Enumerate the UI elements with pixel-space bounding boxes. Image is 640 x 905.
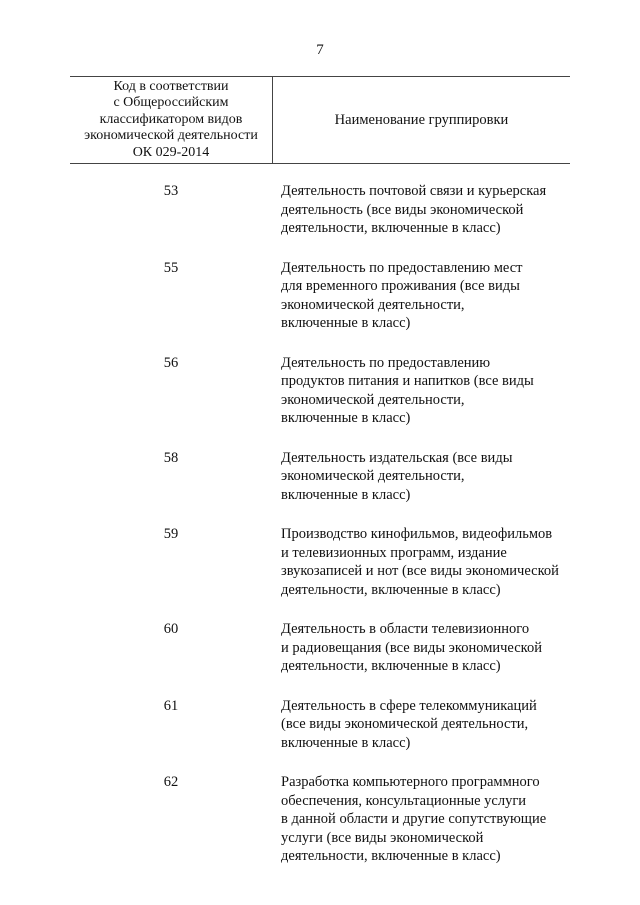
row-gap (0, 504, 640, 525)
activity-code: 53 (163, 183, 179, 199)
activity-name-line: деятельности, включенные в класс) (281, 658, 501, 674)
row-gap (0, 333, 640, 354)
activity-name-line: включенные в класс) (281, 734, 411, 751)
activity-name-line: деятельности, включенные в класс) (281, 581, 501, 598)
activity-name (281, 697, 581, 753)
table-row (0, 697, 640, 753)
activity-name (281, 773, 581, 866)
activity-name-line: в данной области и другие сопутствующие (281, 811, 547, 827)
header-code-line: ОК 029-2014 (132, 144, 210, 160)
table-row (0, 620, 640, 676)
row-gap (0, 238, 640, 259)
header-code-column (70, 77, 273, 163)
activity-name (281, 620, 581, 676)
activity-name-line: включенные в класс) (281, 486, 411, 503)
row-gap (0, 676, 640, 697)
activity-name-line: обеспечения, консультационные услуги (281, 792, 527, 809)
activity-name-line: деятельности, включенные в класс) (281, 848, 501, 864)
activity-name-line: экономической деятельности, (281, 391, 465, 408)
page-number: 7 (316, 42, 324, 58)
table-row (0, 773, 640, 866)
header-code-line: классификатором видов (99, 111, 243, 127)
activity-name-line: Деятельность по предоставлению (281, 354, 491, 371)
table-row (0, 259, 640, 333)
activity-name-line: услуги (все виды экономической (281, 829, 484, 846)
activity-code: 59 (163, 526, 179, 542)
activity-code: 58 (163, 449, 179, 466)
table-row (0, 449, 640, 505)
activity-name-line: Разработка компьютерного программного (281, 774, 540, 790)
activity-name-line: Деятельность в сфере телекоммуникаций (281, 697, 537, 714)
activity-name (281, 449, 581, 505)
row-gap (0, 752, 640, 773)
activity-name-line: Деятельность в области телевизионного (281, 621, 530, 637)
activity-name-line: для временного проживания (все виды (281, 278, 520, 294)
activity-name-line: (все виды экономической деятельности, (281, 716, 529, 732)
activity-name-line: Деятельность издательская (все виды (281, 449, 513, 466)
activity-code: 61 (163, 697, 179, 714)
activity-code: 56 (163, 354, 179, 371)
activity-name-line: экономической деятельности, (281, 468, 465, 484)
activity-name-line: звукозаписей и нот (все виды экономической (281, 563, 559, 579)
activity-name-line: и радиовещания (все виды экономической (281, 639, 542, 656)
activity-name-line: продуктов питания и напитков (все виды (281, 373, 534, 389)
header-code-line: экономической деятельности (84, 128, 258, 144)
row-gap (0, 428, 640, 449)
activity-name-line: Производство кинофильмов, видеофильмов (281, 526, 553, 542)
activity-name-line: деятельности, включенные в класс) (281, 220, 501, 236)
table-row (0, 182, 640, 238)
table-row (0, 525, 640, 599)
table-header (70, 76, 570, 164)
activity-name-line: включенные в класс) (281, 410, 411, 426)
activity-name (281, 525, 581, 599)
table-body (0, 182, 640, 866)
activity-name (281, 354, 581, 428)
activity-name-line: Деятельность почтовой связи и курьерская (281, 183, 547, 199)
header-name-label: Наименование группировки (334, 111, 509, 128)
activity-name-line: деятельность (все виды экономической (281, 201, 524, 218)
activity-code: 60 (163, 621, 179, 637)
activity-name-line: экономической деятельности, (281, 296, 465, 313)
activity-name-line: и телевизионных программ, издание (281, 544, 507, 561)
row-gap (0, 599, 640, 620)
activity-name (281, 182, 581, 238)
activity-code: 62 (163, 774, 179, 790)
table-row (0, 354, 640, 428)
header-code-line: Код в соответствии (113, 78, 229, 94)
activity-code: 55 (163, 259, 179, 276)
header-name-column (273, 77, 570, 163)
activity-name-line: Деятельность по предоставлению мест (281, 259, 523, 276)
activity-name (281, 259, 581, 333)
activity-name-line: включенные в класс) (281, 315, 411, 331)
header-code-line: с Общероссийским (113, 95, 229, 111)
